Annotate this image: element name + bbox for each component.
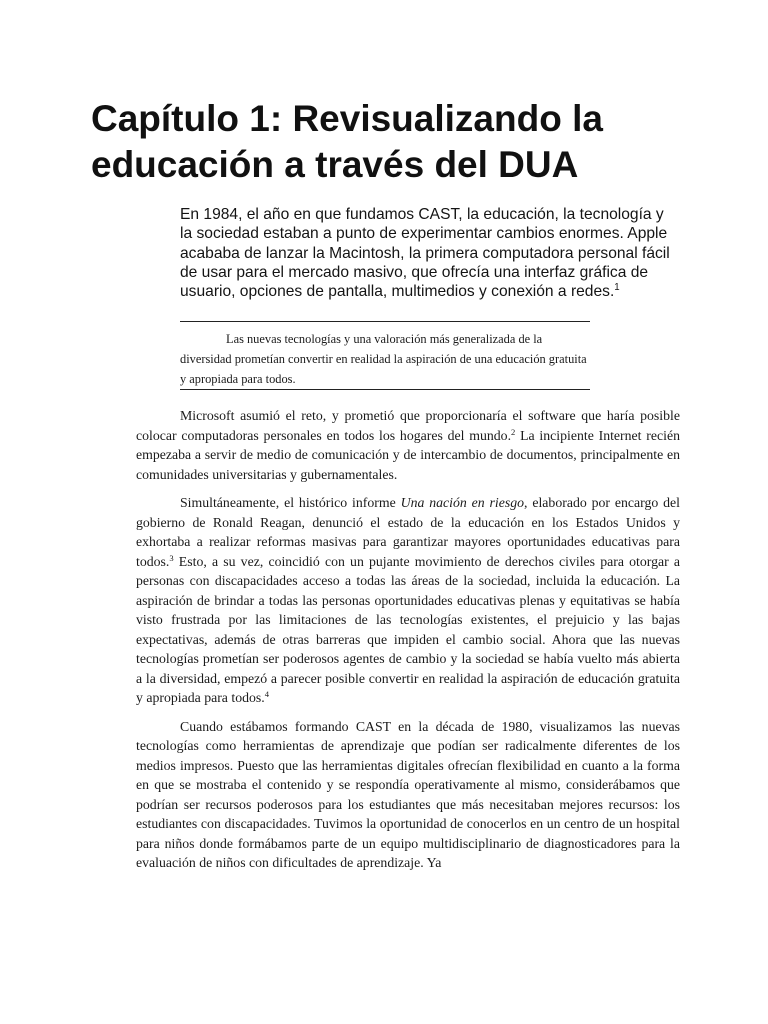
p1-text-b: La incipiente Internet recién empezaba a servir de medio de comunicación y de intercambio de documentos, principalmente en comunidades universitarias y gubernamentales. [136, 427, 680, 482]
intro-text: En 1984, el año en que fundamos CAST, la educación, la tecnología y la sociedad estaban a punto de experimentar cambios enormes. Apple acababa de lanzar la Macintosh, la primera computadora personal fácil de usar para el mercado masivo, que ofrecía una interfaz gráfica de usuario, opciones de pantalla, multimedios y conexión a redes. [180, 206, 670, 301]
p2-text-a: Simultáneamente, el histórico informe [180, 495, 401, 510]
p2-text-b: , elaborado por encargo del gobierno de Ronald Reagan, denunció el estado de la educación en los Estados Unidos y exhortaba a realizar reformas masivas para garantizar mayores oportunidades educativas para todos. [136, 495, 680, 569]
chapter-title: Capítulo 1: Revisualizando la educación a través del DUA [91, 98, 603, 185]
body-paragraph-3: Cuando estábamos formando CAST en la década de 1980, visualizamos las nuevas tecnologías como herramientas de aprendizaje que podían ser radicalmente diferentes de los medios impresos. Puesto que las herramientas digitales ofrecían flexibilidad en cuanto a la forma en que se mostraba el contenido y se respondía operativamente al mismo, considerábamos que podrían ser recursos poderosos para los estudiantes que más necesitaban mejores recursos: los estudiantes con discapacidades. Tuvimos la oportunidad de conocerlos en un centro de un hospital para niños donde formábamos parte de un equipo multidisciplinario de diagnosticadores para la evaluación de niños con dificultades de aprendizaje. Ya [136, 718, 680, 870]
footnote-ref-3[interactable]: 3 [169, 552, 174, 563]
p2-text-c: Esto, a su vez, coincidió con un pujante movimiento de derechos civiles para otorgar a personas con discapacidades acceso a todas las áreas de la sociedad, incluida la educación. La aspiración de brindar a todas las personas oportunidades educativas plenas y equitativas se había visto frustrada por las limitaciones de las tecnologías existentes, el prejuicio y las bajas expectativas, además de otras barreras que impiden el cambio social. Ahora que las nuevas tecnologías prometían ser poderosos agentes de cambio y la sociedad se había vuelto más abierta a la diversidad, empezó a parecer posible convertir en realidad la aspiración de educación gratuita y apropiada para todos. [136, 553, 680, 705]
footnote-ref-4[interactable]: 4 [264, 688, 270, 699]
footnote-ref-2[interactable]: 2 [511, 426, 516, 437]
body-paragraph-2 [136, 493, 680, 708]
body-paragraph-1 [136, 406, 680, 484]
pull-quote-bottom-rule [180, 389, 590, 390]
pull-quote-text: Las nuevas tecnologías y una valoración más generalizada de la diversidad prometían convertir en realidad la aspiración de una educación gratuita y apropiada para todos. [180, 332, 587, 386]
body-text [136, 406, 680, 882]
p1-text-a: Microsoft asumió el reto, y prometió que proporcionaría el software que haría posible colocar computadoras personales en todos los hogares del mundo. [136, 408, 680, 443]
intro-paragraph [180, 205, 680, 301]
report-title-italic: Una nación en riesgo [400, 495, 525, 510]
footnote-ref-1[interactable]: 1 [614, 282, 620, 294]
pull-quote [180, 329, 590, 389]
pull-quote-top-rule [180, 321, 590, 322]
